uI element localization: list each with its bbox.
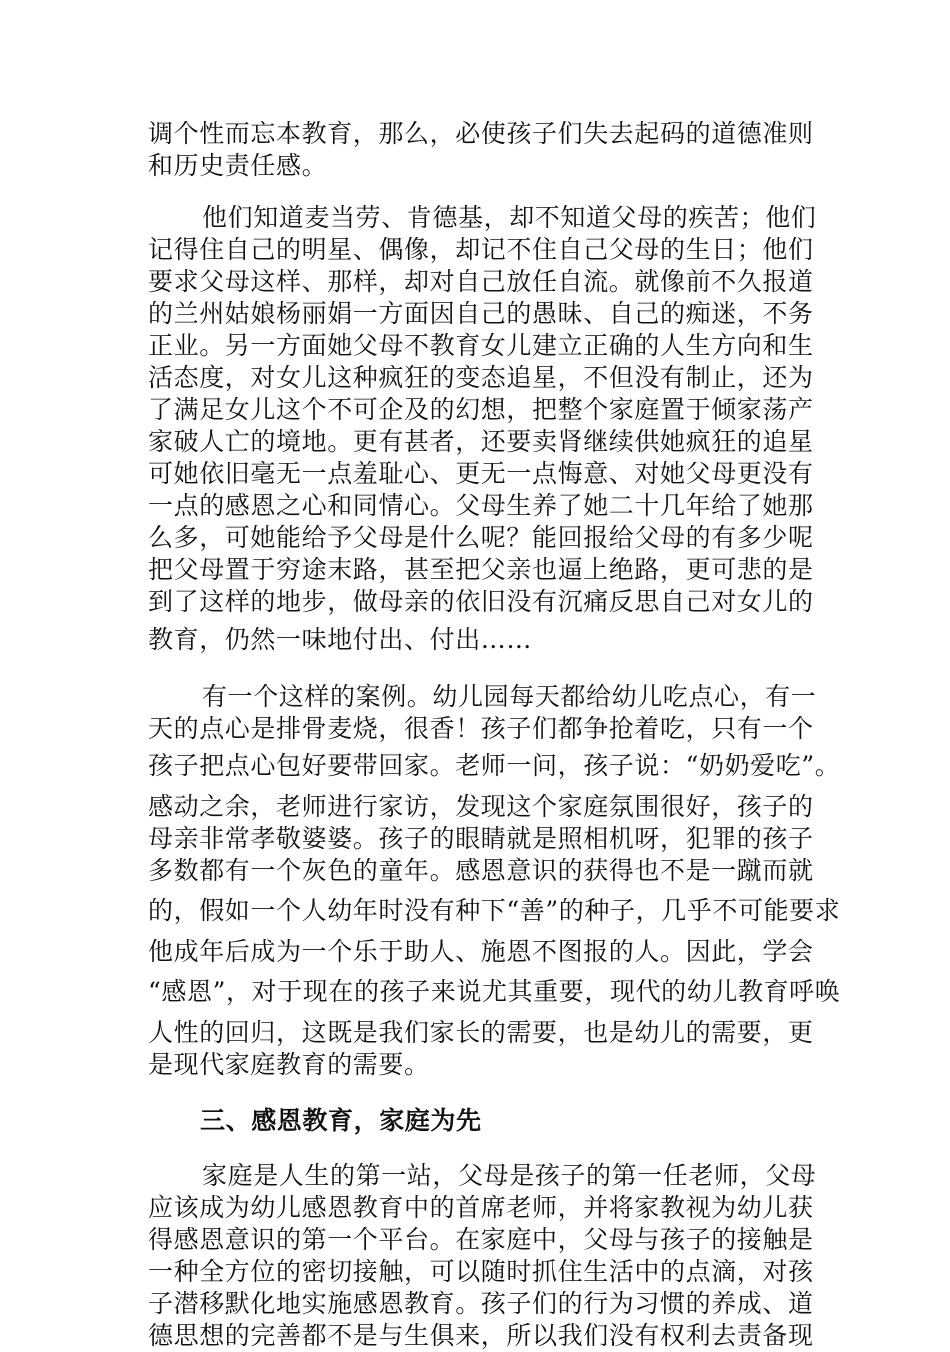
text-line: 子潜移默化地实施感恩教育。孩子们的行为习惯的养成、道 xyxy=(148,1289,814,1318)
text-line: 家破人亡的境地。更有甚者，还要卖肾继续供她疯狂的追星 xyxy=(148,427,814,456)
text-line: 正业。另一方面她父母不教育女儿建立正确的人生方向和生 xyxy=(148,331,814,360)
text-line: 的兰州姑娘杨丽娟一方面因自己的愚昧、自己的痴迷，不务 xyxy=(148,299,814,328)
text-line: 他成年后成为一个乐于助人、施恩不图报的人。因此，学会 xyxy=(148,937,814,966)
text-line: 是现代家庭教育的需要。 xyxy=(148,1050,430,1079)
section-heading: 三、感恩教育，家庭为先 xyxy=(200,1106,482,1135)
text-line: 活态度，对女儿这种疯狂的变态追星，不但没有制止，还为 xyxy=(148,363,814,392)
text-line: 有一个这样的案例。幼儿园每天都给幼儿吃点心，有一 xyxy=(202,682,817,711)
text-line: 把父母置于穷途末路，甚至把父亲也逼上绝路，更可悲的是 xyxy=(148,555,814,584)
text-line: 一点的感恩之心和同情心。父母生养了她二十几年给了她那 xyxy=(148,491,814,520)
text-line: 多数都有一个灰色的童年。感恩意识的获得也不是一蹴而就 xyxy=(148,856,814,885)
text-line: 母亲非常孝敬婆婆。孩子的眼睛就是照相机呀，犯罪的孩子 xyxy=(148,824,814,853)
text-line: 和历史责任感。 xyxy=(148,151,328,180)
text-line: 可她依旧毫无一点羞耻心、更无一点悔意、对她父母更没有 xyxy=(148,459,814,488)
text-line: 得感恩意识的第一个平台。在家庭中，父母与孩子的接触是 xyxy=(148,1225,814,1254)
text-line: 么多，可她能给予父母是什么呢？能回报给父母的有多少呢 xyxy=(148,523,814,552)
text-line: 教育，仍然一味地付出、付出…… xyxy=(148,625,533,654)
text-line: 应该成为幼儿感恩教育中的首席老师，并将家教视为幼儿获 xyxy=(148,1193,814,1222)
text-line: 的，假如一个人幼年时没有种下“善”的种子，几乎不可能要求 xyxy=(148,896,841,925)
text-line: 要求父母这样、那样，却对自己放任自流。就像前不久报道 xyxy=(148,267,814,296)
text-line: 他们知道麦当劳、肯德基，却不知道父母的疾苦；他们 xyxy=(202,203,817,232)
text-line: 记得住自己的明星、偶像，却记不住自己父母的生日；他们 xyxy=(148,235,814,264)
text-line: 德思想的完善都不是与生俱来，所以我们没有权利去责备现 xyxy=(148,1321,814,1350)
text-line: 人性的回归，这既是我们家长的需要，也是幼儿的需要，更 xyxy=(148,1018,814,1047)
text-line: “感恩”，对于现在的孩子来说尤其重要，现代的幼儿教育呼唤 xyxy=(148,977,841,1006)
text-line: 感动之余，老师进行家访，发现这个家庭氛围很好，孩子的 xyxy=(148,792,814,821)
text-line: 一种全方位的密切接触，可以随时抓住生活中的点滴，对孩 xyxy=(148,1257,814,1286)
text-line: 到了这样的地步，做母亲的依旧没有沉痛反思自己对女儿的 xyxy=(148,587,814,616)
text-line: 孩子把点心包好要带回家。老师一问，孩子说：“奶奶爱吃”。 xyxy=(148,751,841,780)
text-line: 调个性而忘本教育，那么，必使孩子们失去起码的道德准则 xyxy=(148,119,814,148)
text-line: 了满足女儿这个不可企及的幻想，把整个家庭置于倾家荡产 xyxy=(148,395,814,424)
text-line: 家庭是人生的第一站，父母是孩子的第一任老师，父母 xyxy=(202,1161,817,1190)
text-line: 天的点心是排骨麦烧，很香！孩子们都争抢着吃，只有一个 xyxy=(148,714,814,743)
